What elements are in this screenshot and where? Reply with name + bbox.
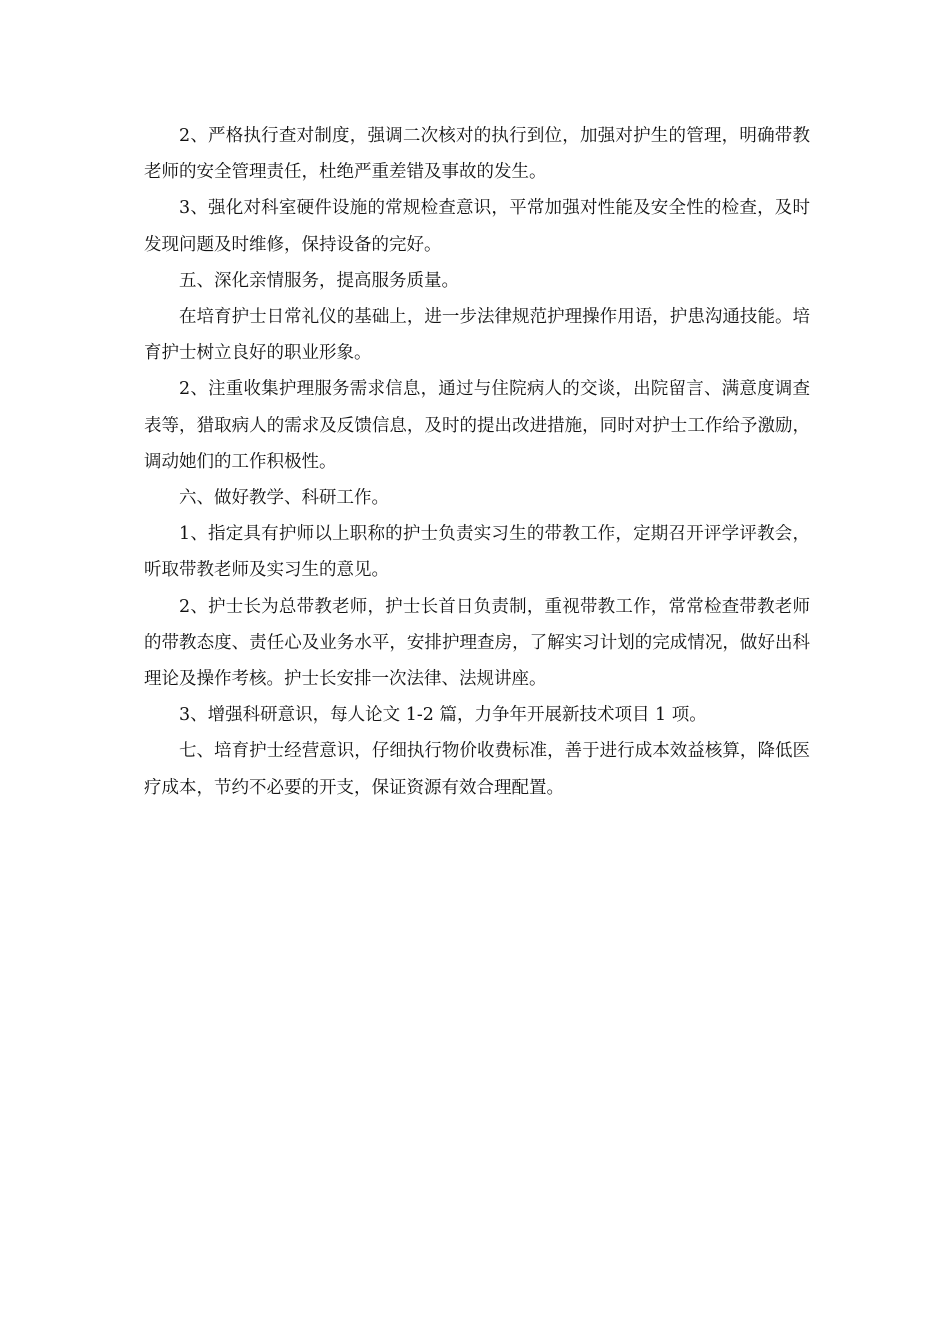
paragraph-hardware-inspection: 3、强化对科室硬件设施的常规检查意识，平常加强对性能及安全性的检查，及时发现问题及时维修，保持设备的完好。 [144, 198, 810, 255]
paragraph-service-feedback: 2、注重收集护理服务需求信息，通过与住院病人的交谈，出院留言、满意度调查表等，猎取病人的需求及反馈信息，及时的提出改进措施，同时对护士工作给予激励，调动她们的工作积极性。 [144, 379, 810, 472]
paragraph-intern-teaching: 1、指定具有护师以上职称的护士负责实习生的带教工作，定期召开评学评教会，听取带教老师及实习生的意见。 [144, 524, 810, 581]
paragraph-etiquette: 在培育护士日常礼仪的基础上，进一步法律规范护理操作用语，护患沟通技能。培育护士树立良好的职业形象。 [144, 307, 810, 364]
section-heading-service: 五、深化亲情服务，提高服务质量。 [179, 270, 459, 291]
paragraph-research-awareness: 3、增强科研意识，每人论文 1-2 篇，力争年开展新技术项目 1 项。 [179, 705, 707, 726]
section-heading-cost-management: 七、培育护士经营意识，仔细执行物价收费标准，善于进行成本效益核算，降低医疗成本，节约不必要的开支，保证资源有效合理配置。 [144, 741, 810, 798]
paragraph-checking-system: 2、严格执行查对制度，强调二次核对的执行到位，加强对护生的管理，明确带教老师的安全管理责任，杜绝严重差错及事故的发生。 [144, 126, 810, 183]
document-body [144, 118, 810, 806]
section-heading-teaching-research: 六、做好教学、科研工作。 [179, 488, 389, 509]
paragraph-head-nurse-teaching: 2、护士长为总带教老师，护士长首日负责制，重视带教工作，常常检查带教老师的带教态度、责任心及业务水平，安排护理查房，了解实习计划的完成情况，做好出科理论及操作考核。护士长安排一次法律、法规讲座。 [144, 596, 810, 690]
